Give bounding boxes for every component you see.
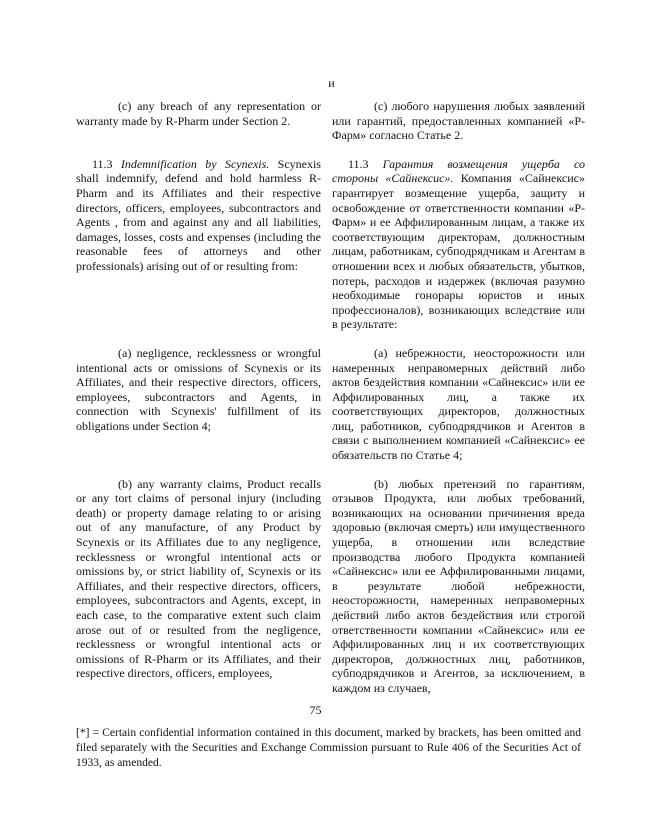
text-run: (a) небрежности, неосторожности или намеренных неправомерных действий либо актов бездействия компании «Сайнексис» или ее Аффилированных лиц, а также их соответствующих директоров, должностных лиц, работников, субподрядчиков и Агентов в связи с выполнением компанией «Сайнексис» ее обязательств по Статье 4; <box>332 345 585 463</box>
paragraph-ru <box>332 477 585 696</box>
text-run: (b) любых претензий по гарантиям, отзывов Продукта, или любых требований, возникающих на основании причинения вреда здоровью (включая смерть) или имущественного ущерба, в отношении или вследствие производства любого Продукта компанией «Сайнексис» или ее Аффилированными лицами, в результате любой небрежности, неосторожности, намеренных неправомерных действий либо актов бездействия или строгой ответственности компании «Сайнексис» или ее Аффилированных лиц и их соответствующих директоров, должностных лиц, работников, субподрядчиков и Агентов, за исключением, в каждом из случаев, <box>332 476 585 695</box>
paragraph-ru <box>332 157 585 332</box>
paragraph-ru <box>332 99 585 143</box>
text-run: 11.3 <box>92 156 121 171</box>
text-run: (a) negligence, recklessness or wrongful intentional acts or omissions of Scynexis or its Affiliates, and their respective directors, officers, employees, subcontractors and Agents, in connection with Scynexis' fulfillment of its obligations under Section 4; <box>76 345 321 433</box>
paragraph-en <box>76 99 321 128</box>
footnote: [*] = Certain confidential information contained in this document, marked by brackets, has been omitted and filed separately with the Securities and Exchange Commission pursuant to Rule 406 of the Securities Act of 1933, as amended. <box>76 726 581 769</box>
page-number: 75 <box>309 702 322 717</box>
connector-word: и <box>328 76 335 90</box>
paragraph-en <box>76 157 321 274</box>
paragraph-ru <box>332 346 585 463</box>
column-rows <box>76 99 587 696</box>
text-run: (c) any breach of any representation or warranty made by R-Pharm under Section 2. <box>76 99 321 128</box>
paragraph-row <box>76 477 587 696</box>
text-run: (b) any warranty claims, Product recalls or any tort claims of personal injury (including death) or property damage relating to or arising out of any manufacture, of any Product by Scynexis or its Affiliates due to any negligence, recklessness or wrongful intentional acts or omissions by, or strict liability of, Scynexis or its Affiliates, and their respective directors, officers, employees, subcontractors and Agents, except, in each case, to the comparative extent such claim arose out of or resulted from the negligence, recklessness or wrongful intentional acts or omissions of R-Pharm or its Affiliates, and their respective directors, officers, employees, <box>76 476 321 681</box>
italic-run: Indemnification by Scynexis. <box>120 156 270 171</box>
italic-run: Гарантия возмещения ущерба со стороны «Сайнексис». <box>332 156 585 186</box>
text-run: Scynexis shall indemnify, defend and hold harmless R-Pharm and its Affiliates and their respective directors, officers, employees, subcontractors and Agents , from and against any and all liabilities, damages, losses, costs and expenses (including the reasonable fees of attorneys and other professionals) arising out of or resulting from: <box>76 156 321 273</box>
text-run: Компания «Сайнексис» гарантирует возмещение ущерба, защиту и освобождение от ответственности компании «Р-Фарм» и ее Аффилированным лицам, а также их соответствующим директорам, должностным лицам, работникам, субподрядчикам и Агентам в отношении всех и любых обязательств, убытков, потерь, расходов и издержек (включая разумно необходимые гонорары юристов и иных профессионалов), возникающих вследствие или в результате: <box>332 171 585 332</box>
paragraph-row <box>76 157 587 332</box>
paragraph-en <box>76 477 321 681</box>
paragraph-row <box>76 99 587 143</box>
text-run: (c) любого нарушения любых заявлений или гарантий, предоставленных компанией «Р-Фарм» согласно Статье 2. <box>332 99 585 143</box>
paragraph-row <box>76 346 587 463</box>
text-run: 11.3 <box>348 156 383 171</box>
paragraph-en <box>76 346 321 434</box>
